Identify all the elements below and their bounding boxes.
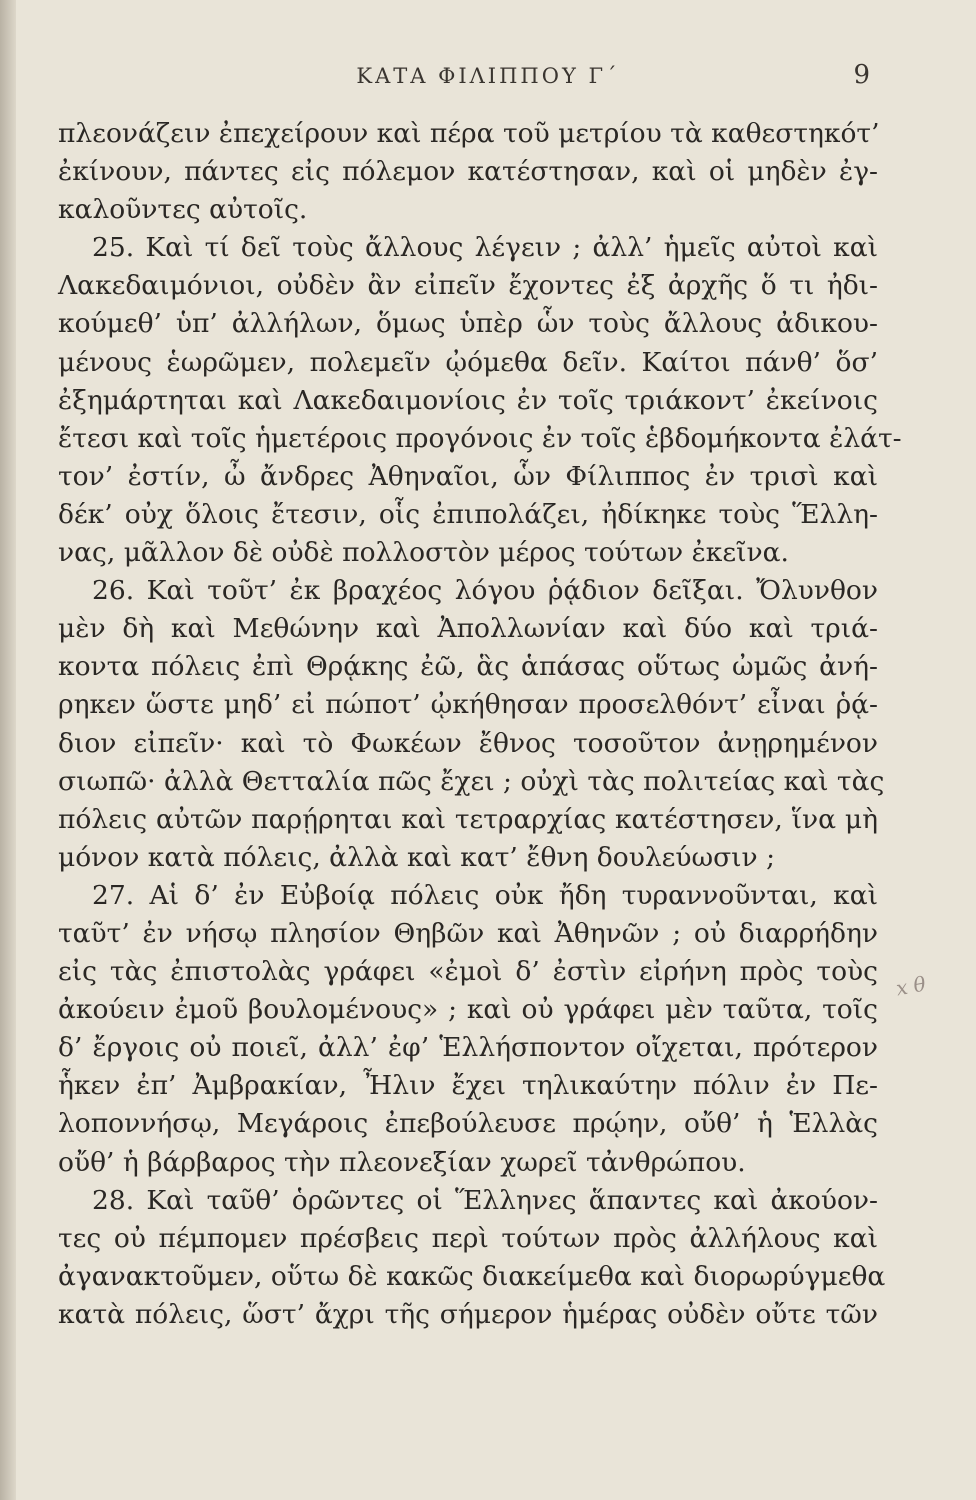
text-line: ἀκούειν ἐμοῦ βουλομένους» ; καὶ οὐ γράφει μὲν ταῦτα, τοῖς [58, 994, 878, 1026]
body-text [58, 115, 902, 1334]
text-line: διον εἰπεῖν· καὶ τὸ Φωκέων ἔθνος τοσοῦτον ἀνῃρημένον [58, 727, 878, 759]
page-header [0, 60, 976, 100]
text-line: 28. Καὶ ταῦθ’ ὁρῶντες οἱ Ἕλληνες ἅπαντες καὶ ἀκούον- [92, 1184, 878, 1216]
text-line: ἧκεν ἐπ’ Ἀμβρακίαν, Ἦλιν ἔχει τηλικαύτην πόλιν ἐν Πε- [58, 1070, 878, 1102]
text-line: κοντα πόλεις ἐπὶ Θρᾴκης ἐῶ, ἃς ἁπάσας οὕτως ὠμῶς ἀνή- [58, 651, 878, 683]
text-line: σιωπῶ· ἀλλὰ Θετταλία πῶς ἔχει ; οὐχὶ τὰς πολιτείας καὶ τὰς [58, 765, 885, 797]
text-line: ἐξημάρτηται καὶ Λακεδαιμονίοις ἐν τοῖς τριάκοντ’ ἐκείνοις [58, 384, 878, 416]
text-line: οὔθ’ ἡ βάρβαρος τὴν πλεονεξίαν χωρεῖ τἀνθρώπου. [58, 1146, 746, 1178]
text-line: κατὰ πόλεις, ὥστ’ ἄχρι τῆς σήμερον ἡμέρας οὐδὲν οὔτε τῶν [58, 1298, 878, 1330]
text-line: τες οὐ πέμπομεν πρέσβεις περὶ τούτων πρὸς ἀλλήλους καὶ [58, 1222, 878, 1254]
text-line: εἰς τὰς ἐπιστολὰς γράφει «ἐμοὶ δ’ ἐστὶν εἰρήνη πρὸς τοὺς [58, 956, 878, 988]
marginal-pencil-note: x θ [894, 971, 928, 1001]
text-line: νας, μᾶλλον δὲ οὐδὲ πολλοστὸν μέρος τούτων ἐκεῖνα. [58, 537, 789, 569]
running-title: ΚΑΤΑ ΦΙΛΙΠΠΟΥ Γ΄ [356, 64, 620, 88]
text-line: μένους ἑωρῶμεν, πολεμεῖν ᾠόμεθα δεῖν. Καίτοι πάνθ’ ὅσ’ [58, 346, 878, 378]
text-line: καλοῦντες αὐτοῖς. [58, 194, 308, 226]
text-line: ἀγανακτοῦμεν, οὕτω δὲ κακῶς διακείμεθα καὶ διορωρύγμεθα [58, 1260, 886, 1292]
text-line: μόνον κατὰ πόλεις, ἀλλὰ καὶ κατ’ ἔθνη δουλεύωσιν ; [58, 841, 776, 873]
text-line: ρηκεν ὥστε μηδ’ εἰ πώποτ’ ᾠκήθησαν προσελθόντ’ εἶναι ῥᾴ- [58, 689, 878, 721]
text-line: δέκ’ οὐχ ὅλοις ἔτεσιν, οἷς ἐπιπολάζει, ἠδίκηκε τοὺς Ἕλλη- [58, 498, 878, 530]
text-line: ἔτεσι καὶ τοῖς ἡμετέροις προγόνοις ἐν τοῖς ἑβδομήκοντα ἐλάτ- [58, 422, 902, 454]
text-line: λοποννήσῳ, Μεγάροις ἐπεβούλευσε πρῴην, οὔθ’ ἡ Ἑλλὰς [58, 1108, 878, 1140]
text-line: Λακεδαιμόνιοι, οὐδὲν ἂν εἰπεῖν ἔχοντες ἐξ ἀρχῆς ὅ τι ἠδι- [58, 270, 878, 302]
text-line: δ’ ἔργοις οὐ ποιεῖ, ἀλλ’ ἐφ’ Ἑλλήσποντον οἴχεται, πρότερον [58, 1032, 878, 1064]
text-line: τον’ ἐστίν, ὦ ἄνδρες Ἀθηναῖοι, ὧν Φίλιππος ἐν τρισὶ καὶ [58, 460, 878, 492]
text-line: μὲν δὴ καὶ Μεθώνην καὶ Ἀπολλωνίαν καὶ δύο καὶ τριά- [58, 613, 878, 645]
page-number: 9 [853, 60, 870, 90]
text-line: πλεονάζειν ἐπεχείρουν καὶ πέρα τοῦ μετρίου τὰ καθεστηκότ’ [58, 118, 880, 149]
text-line: 25. Καὶ τί δεῖ τοὺς ἄλλους λέγειν ; ἀλλ’ ἡμεῖς αὐτοὶ καὶ [92, 232, 878, 264]
text-line: 26. Καὶ τοῦτ’ ἐκ βραχέος λόγου ῥᾴδιον δεῖξαι. Ὄλυνθον [92, 575, 878, 607]
text-line: 27. Αἱ δ’ ἐν Εὐβοίᾳ πόλεις οὐκ ἤδη τυραννοῦνται, καὶ [92, 879, 878, 911]
text-line: ἐκίνουν, πάντες εἰς πόλεμον κατέστησαν, καὶ οἱ μηδὲν ἐγ- [58, 156, 878, 188]
text-line: πόλεις αὐτῶν παρῄρηται καὶ τετραρχίας κατέστησεν, ἵνα μὴ [58, 803, 878, 835]
text-line: ταῦτ’ ἐν νήσῳ πλησίον Θηβῶν καὶ Ἀθηνῶν ; οὐ διαρρήδην [58, 917, 878, 949]
page-binding-edge [0, 0, 16, 1500]
text-line: κούμεθ’ ὑπ’ ἀλλήλων, ὅμως ὑπὲρ ὧν τοὺς ἄλλους ἀδικου- [58, 308, 878, 340]
